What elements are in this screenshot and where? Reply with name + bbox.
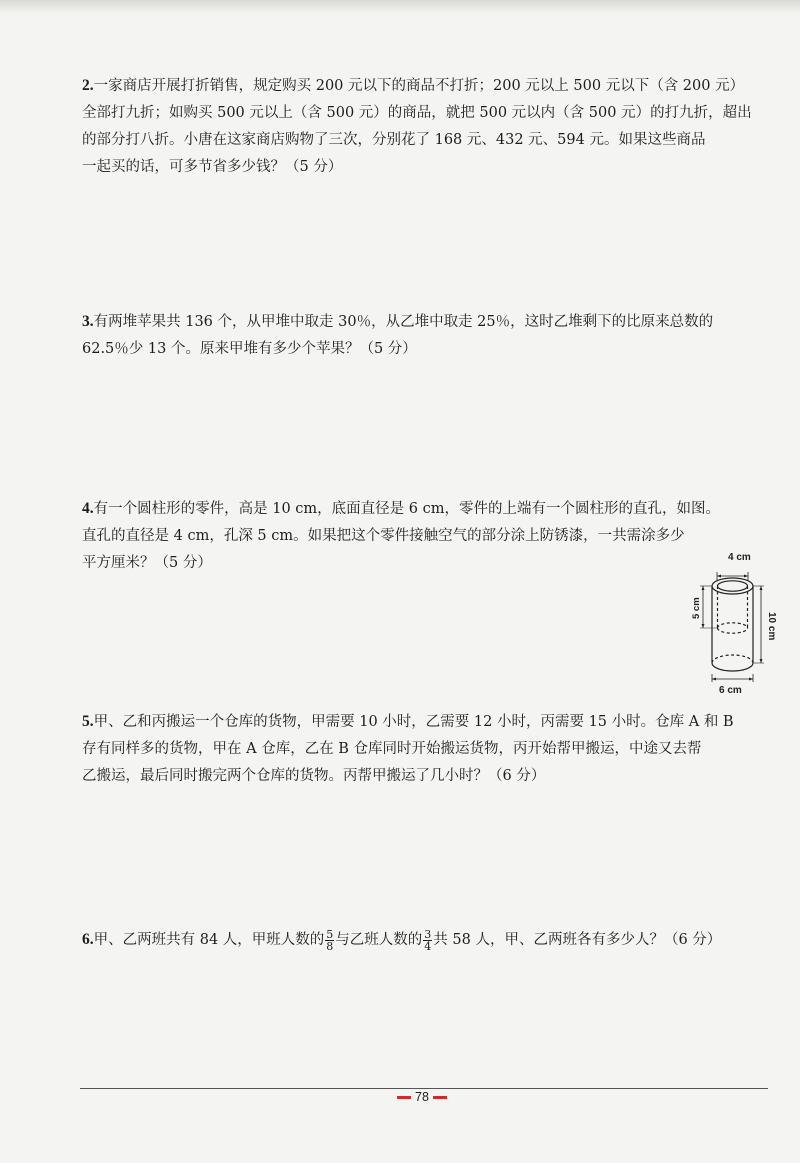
problem-text: 有两堆苹果共 136 个，从甲堆中取走 30％，从乙堆中取走 25％，这时乙堆剩下的比原来总数的 — [93, 314, 714, 330]
problem-4 — [82, 495, 772, 577]
page-number-dash-left — [397, 1096, 411, 1099]
problem-text: 共 58 人，甲、乙两班各有多少人？（6 分） — [433, 932, 722, 948]
fraction-five-eighths: $\frac{5}{8}$ — [326, 927, 334, 953]
problem-text: 乙搬运，最后同时搬完两个仓库的货物。丙帮甲搬运了几小时？（6 分） — [82, 768, 546, 784]
problem-text: 与乙班人数的 — [335, 932, 423, 948]
problem-3 — [82, 308, 772, 363]
figure-label-bottom: 6 cm — [719, 685, 742, 696]
page-top-edge — [0, 0, 800, 14]
problem-text: 甲、乙和丙搬运一个仓库的货物，甲需要 10 小时，乙需要 12 小时，丙需要 15 小时。仓库 A 和 B — [93, 714, 734, 730]
problem-text: 的部分打八折。小唐在这家商店购物了三次，分别花了 168 元、432 元、594 元。如果这些商品 — [82, 132, 706, 148]
problem-text: 一家商店开展打折销售，规定购买 200 元以下的商品不打折；200 元以上 500 元以下（含 200 元） — [93, 78, 745, 94]
cylinder-figure — [690, 548, 780, 698]
problem-text: 一起买的话，可多节省多少钱？（5 分） — [82, 159, 343, 175]
problem-text: 平方厘米？（5 分） — [82, 555, 212, 571]
page-number-text: 78 — [415, 1090, 429, 1104]
problem-text: 62.5％少 13 个。原来甲堆有多少个苹果？（5 分） — [82, 341, 417, 357]
problem-number: 6. — [82, 931, 94, 948]
page-number-dash-right — [433, 1096, 447, 1099]
problem-text: 全部打九折；如购买 500 元以上（含 500 元）的商品，就把 500 元以内（含 500 元）的打九折，超出 — [82, 105, 752, 121]
problem-text: 直孔的直径是 4 cm，孔深 5 cm。如果把这个零件接触空气的部分涂上防锈漆，一共需涂多少 — [82, 528, 685, 544]
page-number — [392, 1090, 452, 1104]
problem-text: 存有同样多的货物，甲在 A 仓库，乙在 B 仓库同时开始搬运货物，丙开始帮甲搬运，中途又去帮 — [82, 741, 702, 757]
footer-rule — [80, 1088, 768, 1089]
problem-5 — [82, 708, 772, 790]
problem-number: 3. — [82, 313, 94, 330]
problem-number: 5. — [82, 713, 94, 730]
problem-text: 有一个圆柱形的零件，高是 10 cm，底面直径是 6 cm，零件的上端有一个圆柱形的直孔，如图。 — [93, 501, 720, 517]
problem-text: 甲、乙两班共有 84 人，甲班人数的 — [93, 932, 325, 948]
problem-number: 2. — [82, 77, 94, 94]
figure-label-top: 4 cm — [728, 552, 751, 563]
problem-number: 4. — [82, 500, 94, 517]
figure-label-left: 5 cm — [691, 597, 702, 619]
fraction-three-quarters: $\frac{3}{4}$ — [424, 927, 432, 953]
figure-label-right: 10 cm — [766, 612, 777, 641]
problem-2 — [82, 72, 772, 181]
problem-6 — [82, 926, 772, 954]
